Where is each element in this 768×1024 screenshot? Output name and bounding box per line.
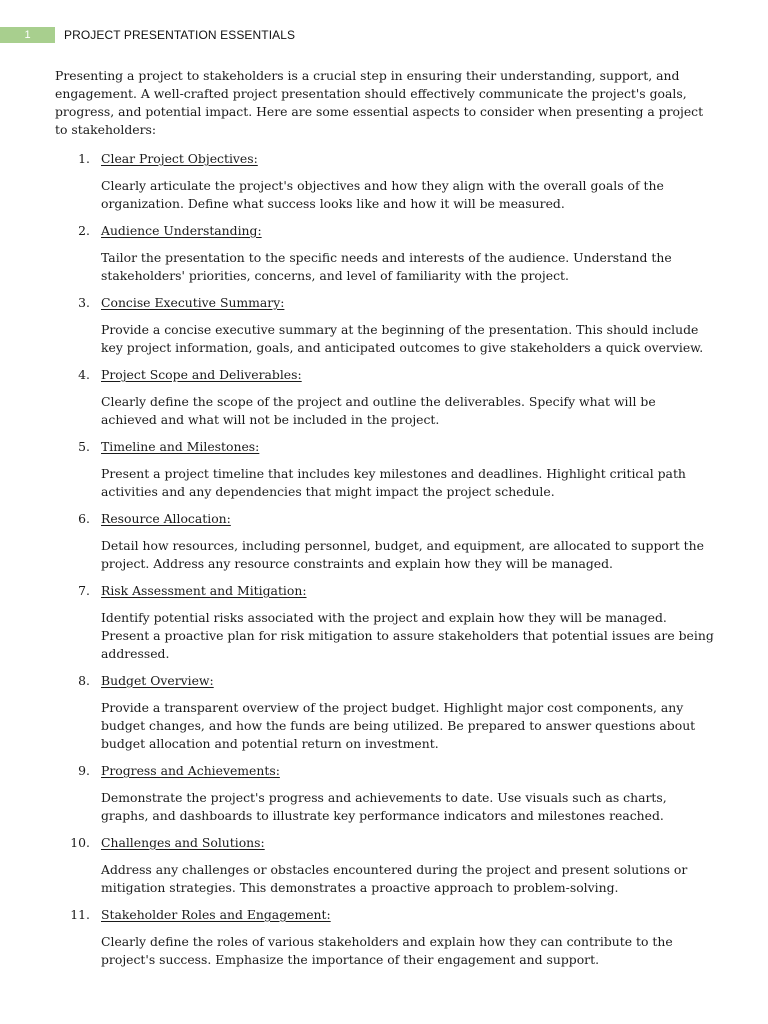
item-description: Tailor the presentation to the specific needs and interests of the audience. Understand the stakeholders' priorities, concerns, and level of familiarity with the project. <box>101 250 672 283</box>
item-number: 2. <box>78 223 90 238</box>
item-title: Progress and Achievements: <box>101 763 280 778</box>
list-item <box>55 582 715 663</box>
item-number: 8. <box>78 673 90 688</box>
item-description: Present a project timeline that includes key milestones and deadlines. Highlight critical path activities and any dependencies that might impact the project schedule. <box>101 466 686 499</box>
list-item <box>55 510 715 573</box>
item-title: Challenges and Solutions: <box>101 835 265 850</box>
document-body <box>55 67 715 978</box>
item-number: 1. <box>78 151 90 166</box>
item-number: 5. <box>78 439 90 454</box>
page-header <box>0 27 295 43</box>
item-description: Provide a concise executive summary at the beginning of the presentation. This should include key project information, goals, and anticipated outcomes to give stakeholders a quick overview. <box>101 322 704 355</box>
item-title: Project Scope and Deliverables: <box>101 367 302 382</box>
item-number: 11. <box>70 907 90 922</box>
item-description: Detail how resources, including personnel, budget, and equipment, are allocated to support the project. Address any resource constraints and explain how they will be managed. <box>101 538 704 571</box>
item-title: Audience Understanding: <box>101 223 262 238</box>
item-number: 7. <box>78 583 90 598</box>
item-description: Clearly define the roles of various stakeholders and explain how they can contribute to the project's success. Emphasize the importance of their engagement and support. <box>101 934 673 967</box>
list-item <box>55 762 715 825</box>
item-title: Resource Allocation: <box>101 511 231 526</box>
item-description: Provide a transparent overview of the project budget. Highlight major cost components, any budget changes, and how the funds are being utilized. Be prepared to answer questions about budget allocation and potential return on investment. <box>101 700 696 751</box>
list-item <box>55 834 715 897</box>
list-item <box>55 438 715 501</box>
item-description: Address any challenges or obstacles encountered during the project and present solutions or mitigation strategies. This demonstrates a proactive approach to problem-solving. <box>101 862 688 895</box>
item-title: Budget Overview: <box>101 673 214 688</box>
list-item <box>55 222 715 285</box>
essentials-list <box>55 150 715 969</box>
item-number: 6. <box>78 511 90 526</box>
list-item <box>55 150 715 213</box>
item-number: 3. <box>78 295 90 310</box>
list-item <box>55 366 715 429</box>
item-description: Clearly articulate the project's objectives and how they align with the overall goals of the organization. Define what success looks like and how it will be measured. <box>101 178 664 211</box>
page-number: 1 <box>0 27 55 43</box>
intro-paragraph: Presenting a project to stakeholders is a crucial step in ensuring their understanding, support, and engagement. A well-crafted project presentation should effectively communicate the project's goals, progress, and potential impact. Here are some essential aspects to consider when presenting a project to stakeholders: <box>55 68 704 137</box>
item-title: Timeline and Milestones: <box>101 439 260 454</box>
item-title: Stakeholder Roles and Engagement: <box>101 907 331 922</box>
item-number: 4. <box>78 367 90 382</box>
item-description: Identify potential risks associated with the project and explain how they will be managed. Present a proactive plan for risk mitigation to assure stakeholders that potential issues are being addressed. <box>101 610 714 661</box>
document-title: PROJECT PRESENTATION ESSENTIALS <box>64 28 296 42</box>
list-item <box>55 672 715 753</box>
list-item <box>55 294 715 357</box>
item-title: Clear Project Objectives: <box>101 151 258 166</box>
item-description: Clearly define the scope of the project and outline the deliverables. Specify what will be achieved and what will not be included in the project. <box>101 394 656 427</box>
item-title: Risk Assessment and Mitigation: <box>101 583 307 598</box>
item-title: Concise Executive Summary: <box>101 295 285 310</box>
list-item <box>55 906 715 969</box>
item-description: Demonstrate the project's progress and achievements to date. Use visuals such as charts, graphs, and dashboards to illustrate key performance indicators and milestones reached. <box>101 790 667 823</box>
item-number: 10. <box>70 835 90 850</box>
item-number: 9. <box>78 763 90 778</box>
